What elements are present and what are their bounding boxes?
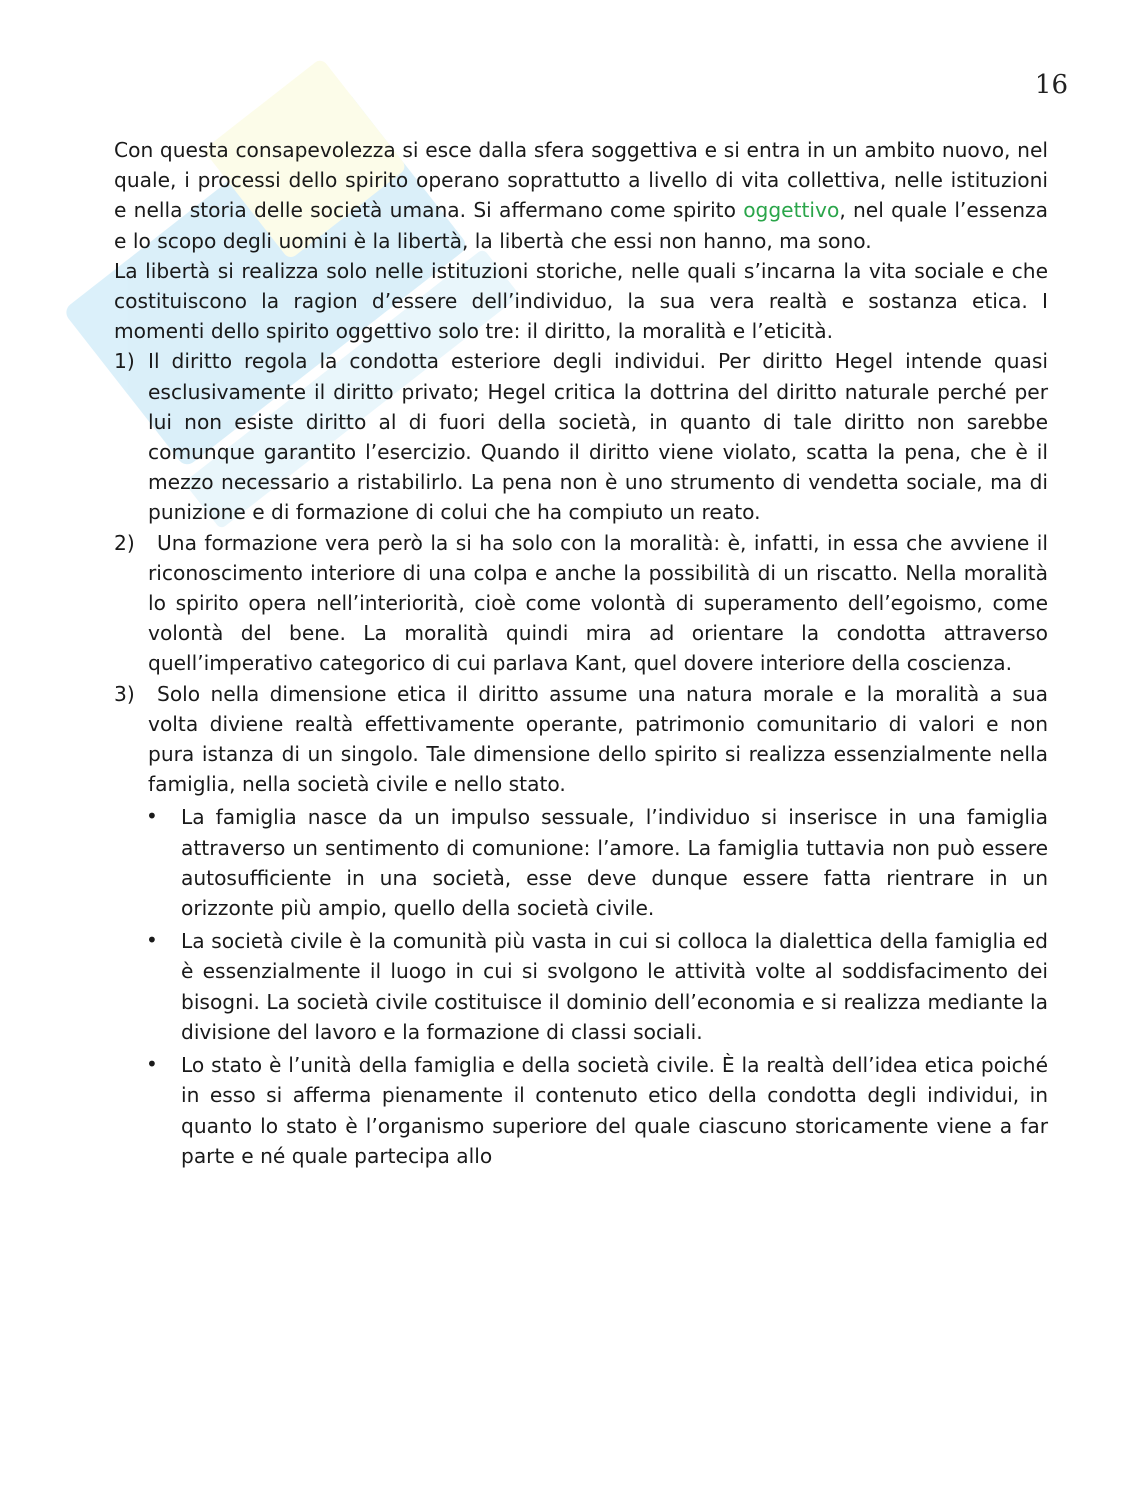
bullet-item	[146, 802, 1048, 923]
list-item	[114, 346, 1048, 527]
intro-text-a: Con questa consapevolezza si esce dalla sfera soggettiva e si entra in un ambito nuovo, nel quale, i processi dello spirito operano soprattutto a livello di vita collettiva, nelle istituzioni e nella storia delle società umana. Si affermano come spirito	[114, 138, 1048, 223]
list-number: 1)	[114, 349, 135, 374]
bullet-text: Lo stato è l’unità della famiglia e della società civile. È la realtà dell’idea etica poiché in esso si afferma pienamente il contenuto etico della condotta degli individui, in quanto lo stato è l’organismo superiore del quale ciascuno storicamente viene a far parte e né quale partecipa allo	[181, 1053, 1048, 1168]
list-item	[114, 528, 1048, 679]
intro-text-b: , nel quale l’essenza e lo scopo degli uomini è la libertà, la libertà che essi non hanno, ma sono.	[114, 198, 1048, 253]
bullet-list	[114, 802, 1048, 1170]
bullet-item	[146, 926, 1048, 1047]
bullet-item	[146, 1050, 1048, 1171]
list-item	[114, 679, 1048, 800]
bullet-icon: •	[146, 928, 158, 953]
intro-paragraph-1	[114, 135, 1048, 256]
bullet-text: La società civile è la comunità più vasta in cui si colloca la dialettica della famiglia ed è essenzialmente il luogo in cui si svolgono le attività volte al soddisfacimento dei bisogni. La società civile costituisce il dominio dell’economia e si realizza mediante la divisione del lavoro e la formazione di classi sociali.	[181, 929, 1048, 1044]
highlighted-term: oggettivo	[743, 198, 840, 223]
bullet-icon: •	[146, 804, 158, 829]
list-number: 2)	[114, 530, 135, 555]
numbered-list	[114, 346, 1048, 799]
list-item-text: Il diritto regola la condotta esteriore degli individui. Per diritto Hegel intende quasi esclusivamente il diritto privato; Hegel critica la dottrina del diritto naturale perché per lui non esiste diritto al di fuori della società, in quanto di tale diritto non sarebbe comunque garantito l’esercizio. Quando il diritto viene violato, scatta la pena, che è il mezzo necessario a ristabilirlo. La pena non è uno strumento di vendetta sociale, ma di punizione e di formazione di colui che ha compiuto un reato.	[148, 349, 1048, 525]
list-item-text: Una formazione vera però la si ha solo con la moralità: è, infatti, in essa che avviene il riconoscimento interiore di una colpa e anche la possibilità di un riscatto. Nella moralità lo spirito opera nell’interiorità, cioè come volontà di superamento dell’egoismo, come volontà del bene. La moralità quindi mira ad orientare la condotta attraverso quell’imperativo categorico di cui parlava Kant, quel dovere interiore della coscienza.	[148, 530, 1048, 676]
bullet-text: La famiglia nasce da un impulso sessuale, l’individuo si inserisce in una famiglia attraverso un sentimento di comunione: l’amore. La famiglia tuttavia non può essere autosufficiente in una società, esse deve dunque essere fatta rientrare in un orizzonte più ampio, quello della società civile.	[181, 805, 1048, 921]
page-number: 16	[1034, 70, 1068, 100]
intro-paragraph-2: La libertà si realizza solo nelle istituzioni storiche, nelle quali s’incarna la vita sociale e che costituiscono la ragion d’essere dell’individuo, la sua vera realtà e sostanza etica. I momenti dello spirito oggettivo solo tre: il diritto, la moralità e l’eticità.	[114, 258, 1048, 344]
list-number: 3)	[114, 681, 135, 706]
bullet-icon: •	[146, 1052, 158, 1077]
list-item-text: Solo nella dimensione etica il diritto assume una natura morale e la moralità a sua volta diviene realtà effettivamente operante, patrimonio comunitario di valori e non pura istanza di un singolo. Tale dimensione dello spirito si realizza essenzialmente nella famiglia, nella società civile e nello stato.	[148, 681, 1048, 797]
document-body	[114, 135, 1048, 1174]
